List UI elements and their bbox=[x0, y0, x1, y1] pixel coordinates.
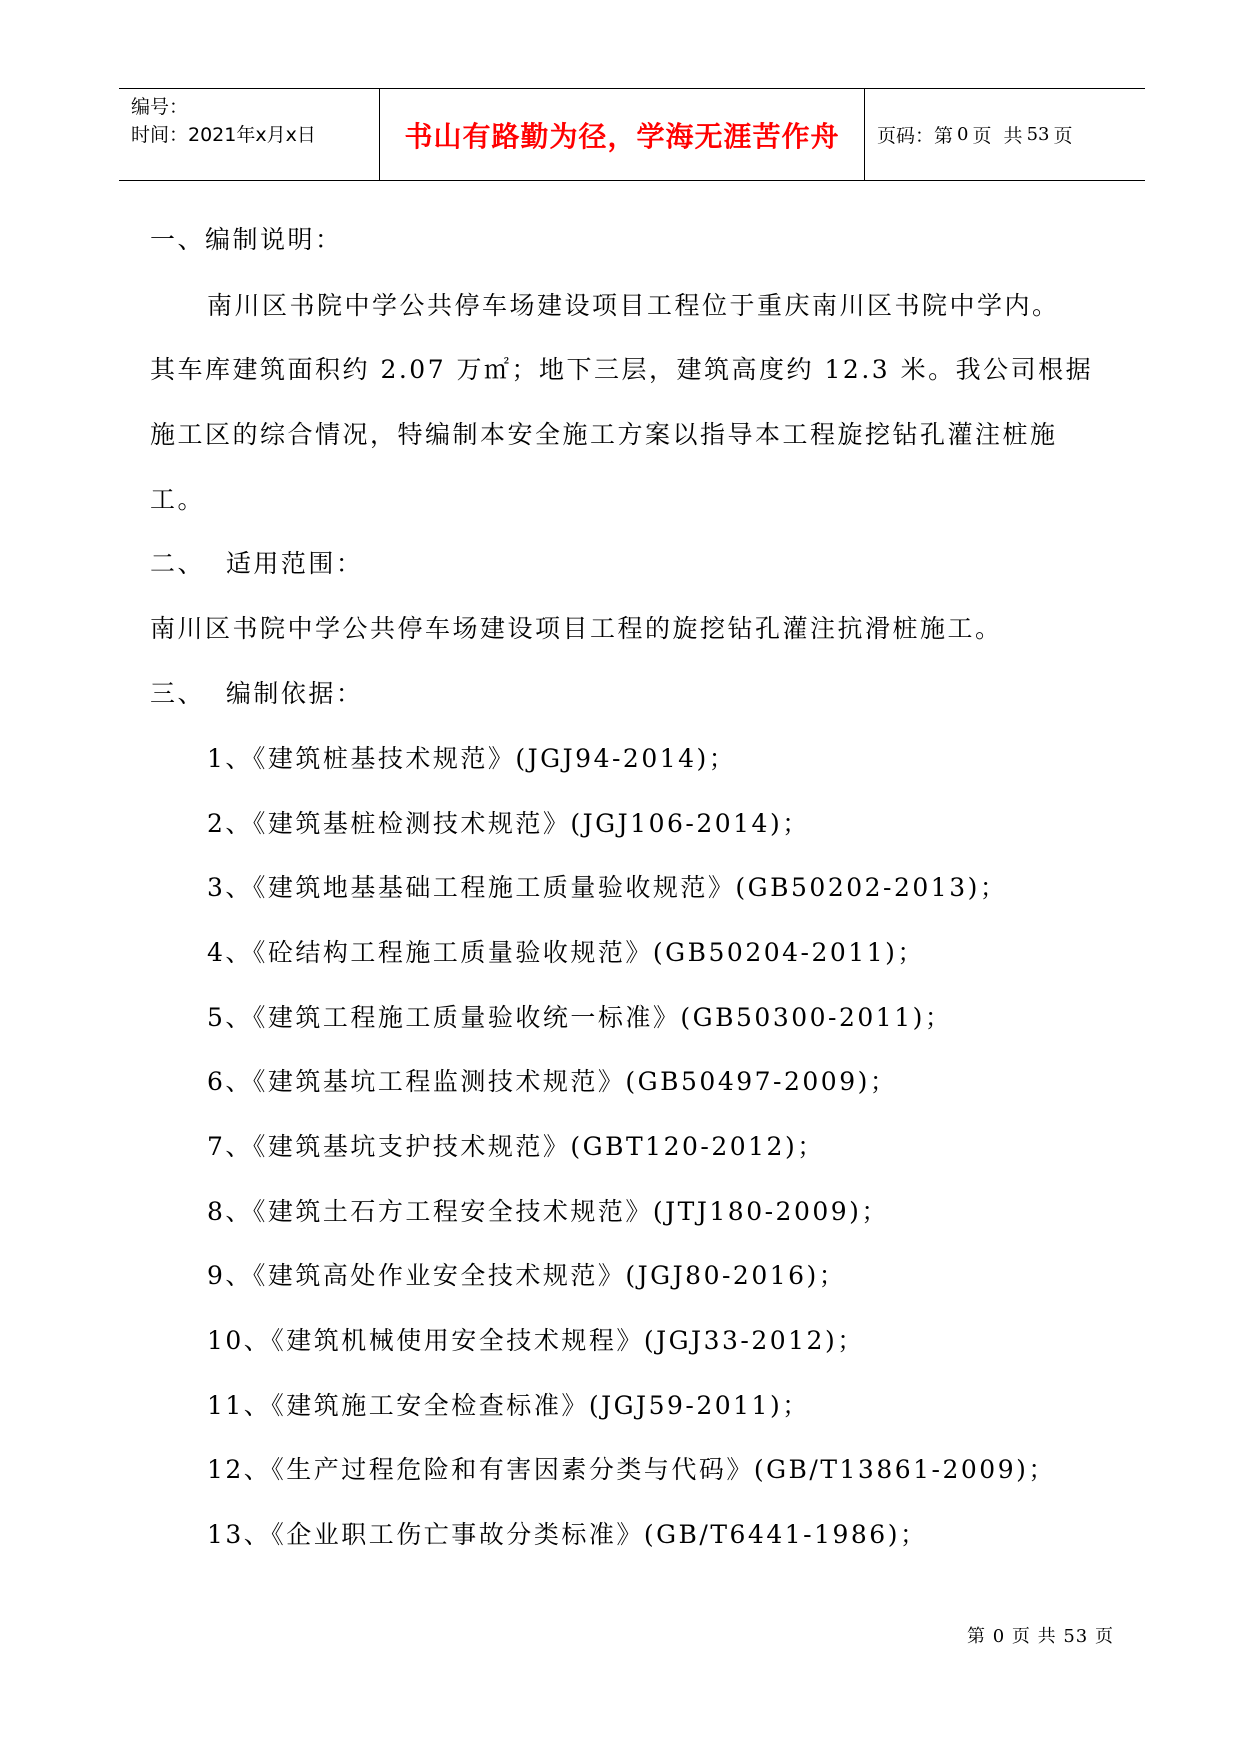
reference-item-2: 2、《建筑基桩检测技术规范》(JGJ106-2014)； bbox=[207, 809, 810, 838]
reference-item-7: 7、《建筑基坑支护技术规范》(GBT120-2012)； bbox=[207, 1132, 825, 1161]
page-suffix: 页 bbox=[1053, 125, 1073, 147]
page-current: 0 bbox=[957, 124, 969, 145]
reference-item-1: 1、《建筑桩基技术规范》(JGJ94-2014)； bbox=[207, 744, 737, 773]
section1-para-line1: 南川区书院中学公共停车场建设项目工程位于重庆南川区书院中学内。 bbox=[207, 291, 1060, 320]
page-mid: 页 共 bbox=[972, 125, 1023, 147]
header-meta bbox=[119, 89, 380, 180]
page-prefix: 页码：第 bbox=[877, 125, 954, 147]
section1-para-line3: 施工区的综合情况，特编制本安全施工方案以指导本工程旋挖钻孔灌注桩施 bbox=[150, 420, 1058, 449]
page-footer: 第 0 页 共 53 页 bbox=[967, 1626, 1114, 1647]
section3-heading: 三、 编制依据： bbox=[150, 679, 364, 708]
reference-item-6: 6、《建筑基坑工程监测技术规范》(GB50497-2009)； bbox=[207, 1067, 898, 1096]
reference-item-3: 3、《建筑地基基础工程施工质量验收规范》(GB50202-2013)； bbox=[207, 873, 1008, 902]
reference-item-11: 11、《建筑施工安全检查标准》(JGJ59-2011)； bbox=[207, 1391, 810, 1420]
header-motto: 书山有路勤为径，学海无涯苦作舟 bbox=[380, 89, 865, 180]
section1-para-line4: 工。 bbox=[150, 485, 206, 514]
section2-text: 南川区书院中学公共停车场建设项目工程的旋挖钻孔灌注抗滑桩施工。 bbox=[150, 614, 1003, 643]
section2-heading: 二、 适用范围： bbox=[150, 549, 364, 578]
number-label: 编号： bbox=[131, 96, 189, 118]
reference-item-9: 9、《建筑高处作业安全技术规范》(JGJ80-2016)； bbox=[207, 1261, 847, 1290]
reference-item-5: 5、《建筑工程施工质量验收统一标准》(GB50300-2011)； bbox=[207, 1003, 953, 1032]
reference-item-13: 13、《企业职工伤亡事故分类标准》(GB/T6441-1986)； bbox=[207, 1520, 928, 1549]
time-label: 时间：2021年x月x日 bbox=[131, 124, 316, 146]
section1-para-line2: 其车库建筑面积约 2.07 万㎡；地下三层，建筑高度约 12.3 米。我公司根据 bbox=[150, 355, 1094, 384]
section1-heading: 一、编制说明： bbox=[150, 225, 343, 254]
document-header bbox=[119, 88, 1145, 181]
page-total: 53 bbox=[1026, 124, 1050, 145]
reference-item-4: 4、《砼结构工程施工质量验收规范》(GB50204-2011)； bbox=[207, 938, 925, 967]
header-page-number bbox=[865, 89, 1145, 180]
reference-item-12: 12、《生产过程危险和有害因素分类与代码》(GB/T13861-2009)； bbox=[207, 1455, 1056, 1484]
reference-item-10: 10、《建筑机械使用安全技术规程》(JGJ33-2012)； bbox=[207, 1326, 865, 1355]
reference-item-8: 8、《建筑土石方工程安全技术规范》(JTJ180-2009)； bbox=[207, 1197, 889, 1226]
